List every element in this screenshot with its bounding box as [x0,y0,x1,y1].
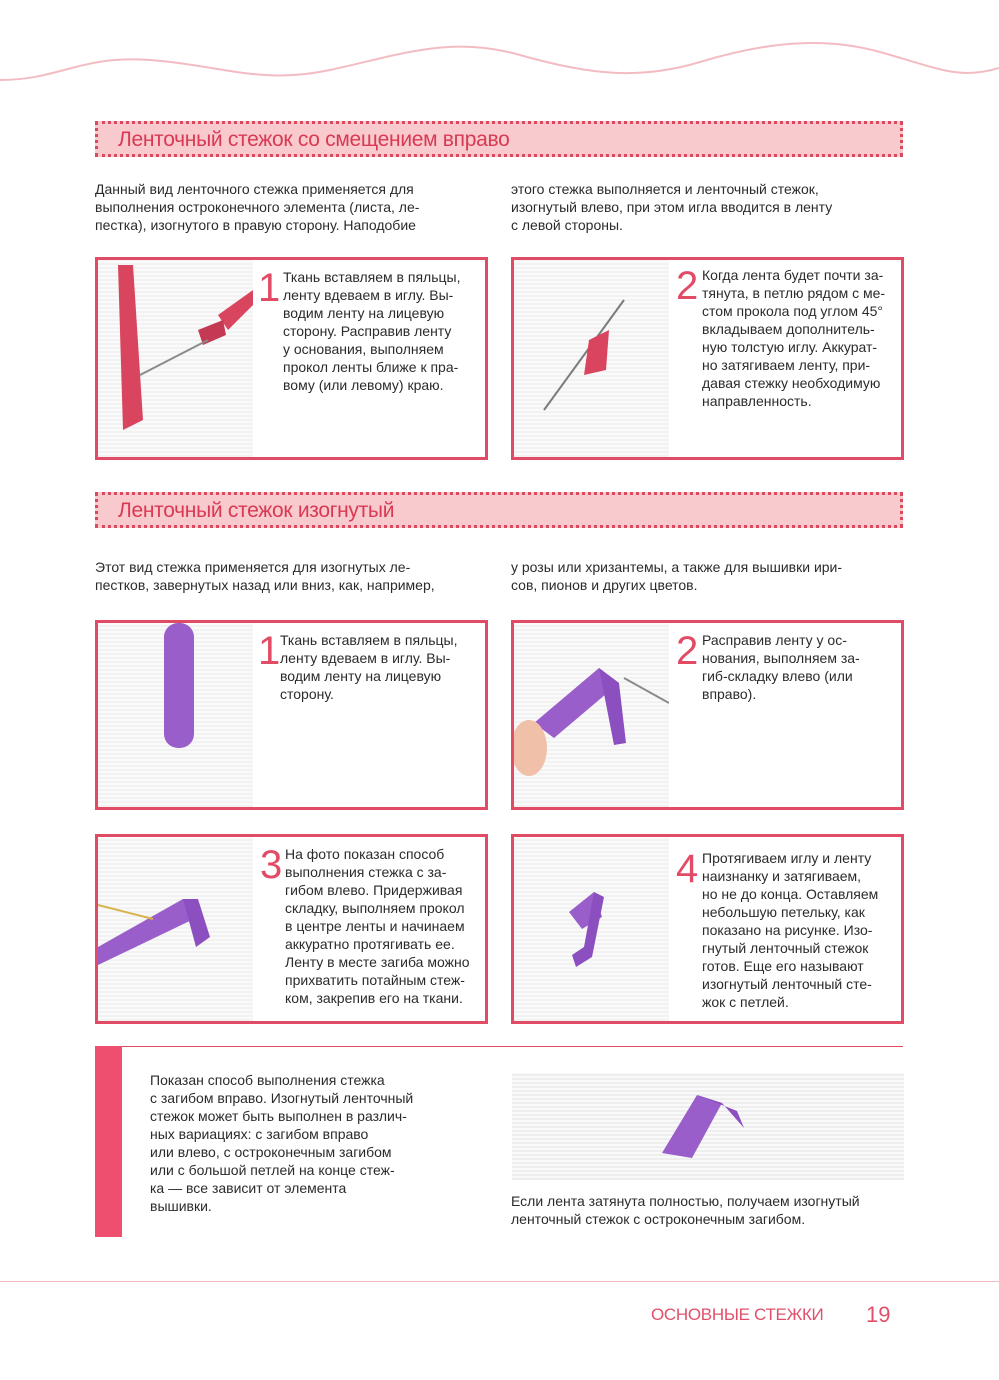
page-number: 19 [866,1302,891,1327]
step-number: 2 [676,629,699,673]
step-photo [98,260,253,457]
step-photo [514,623,669,807]
step-card [95,257,488,460]
footer-divider [0,1281,999,1282]
decorative-wave [0,0,999,90]
step-card [511,834,904,1024]
intro-paragraph-left: Этот вид стежка применяется для изогнутых ле- пестков, завернутых назад или вниз, как, например, [95,559,435,593]
step-number: 3 [260,843,283,887]
step-text: Когда лента будет почти за- тянута, в петлю рядом с ме- стом прокола под углом 45° вкладываем дополнитель- ную толстую иглу. Аккурат- но затягиваем ленту, при- давая стежку необходимую направленность. [702,267,886,409]
step-photo [514,260,669,457]
step-text: Ткань вставляем в пяльцы, ленту вдеваем в иглу. Вы- водим ленту на лицевую сторону. Расправив ленту у основания, выполняем прокол ленты ближе к пра- вому (или левому) краю. [283,269,461,393]
section-title: Ленточный стежок изогнутый [118,499,395,522]
step-card [511,620,904,810]
ribbon-needle-illustration [98,260,253,457]
step-text: Ткань вставляем в пяльцы, ленту вдеваем в иглу. Вы- водим ленту на лицевую сторону. [280,632,458,702]
ribbon-fold-illustration [514,623,669,807]
section-header-offset-stitch [95,121,903,157]
step-text: На фото показан способ выполнения стежка с за- гибом влево. Придерживая складку, выполняем прокол в центре ленты и начинаем аккуратно протягивать ее. Ленту в месте загиба можно прихватить потайным стеж- ком, закрепив его на ткани. [285,846,470,1006]
step-text: Расправив ленту у ос- нования, выполняем за- гиб-складку влево (или вправо). [702,632,860,702]
step-number: 1 [258,266,281,310]
section-title: Ленточный стежок со смещением вправо [118,128,510,151]
footer-chapter-title: ОСНОВНЫЕ СТЕЖКИ [651,1305,824,1324]
step-card [95,834,488,1024]
step-number: 2 [676,264,699,308]
section-header-curved-stitch [95,492,903,528]
step-number: 1 [258,629,281,673]
intro-paragraph-left: Данный вид ленточного стежка применяется для выполнения остроконечного элемента (листа, ле- пестка), изогнутого в правую сторону. Наподобие [95,181,420,233]
step-text: Протягиваем иглу и ленту наизнанку и затягиваем, но не до конца. Оставляем небольшую петельку, как показано на рисунке. Изо- гнутый ленточный стежок готов. Еще его называют изогнутый ленточный сте- жок с петлей. [702,850,879,1010]
step-photo [514,837,669,1021]
ribbon-needle-illustration [514,260,669,457]
result-photo [512,1073,904,1180]
step-photo [98,837,253,1021]
step-card [511,257,904,460]
step-number: 4 [676,847,699,891]
note-divider [122,1046,903,1047]
result-caption: Если лента затянута полностью, получаем изогнутый ленточный стежок с остроконечным загибом. [511,1193,860,1227]
intro-paragraph-right: этого стежка выполняется и ленточный стежок, изогнутый влево, при этом игла вводится в ленту с левой стороны. [511,181,833,233]
step-photo [98,623,253,807]
ribbon-loop-illustration [514,837,669,1021]
intro-paragraph-right: у розы или хризантемы, а также для вышивки ири- сов, пионов и других цветов. [511,559,843,593]
step-card [95,620,488,810]
note-text: Показан способ выполнения стежка с загибом вправо. Изогнутый ленточный стежок может быть выполнен в различ- ных вариациях: с загибом вправо или влево, с остроконечным загибом или с большой петлей на конце стеж- ка — все зависит от элемента вышивки. [150,1072,414,1214]
note-accent-bar [95,1046,122,1237]
ribbon-illustration [98,623,253,807]
ribbon-fold-illustration [98,837,253,1021]
curved-ribbon-illustration [512,1073,904,1180]
